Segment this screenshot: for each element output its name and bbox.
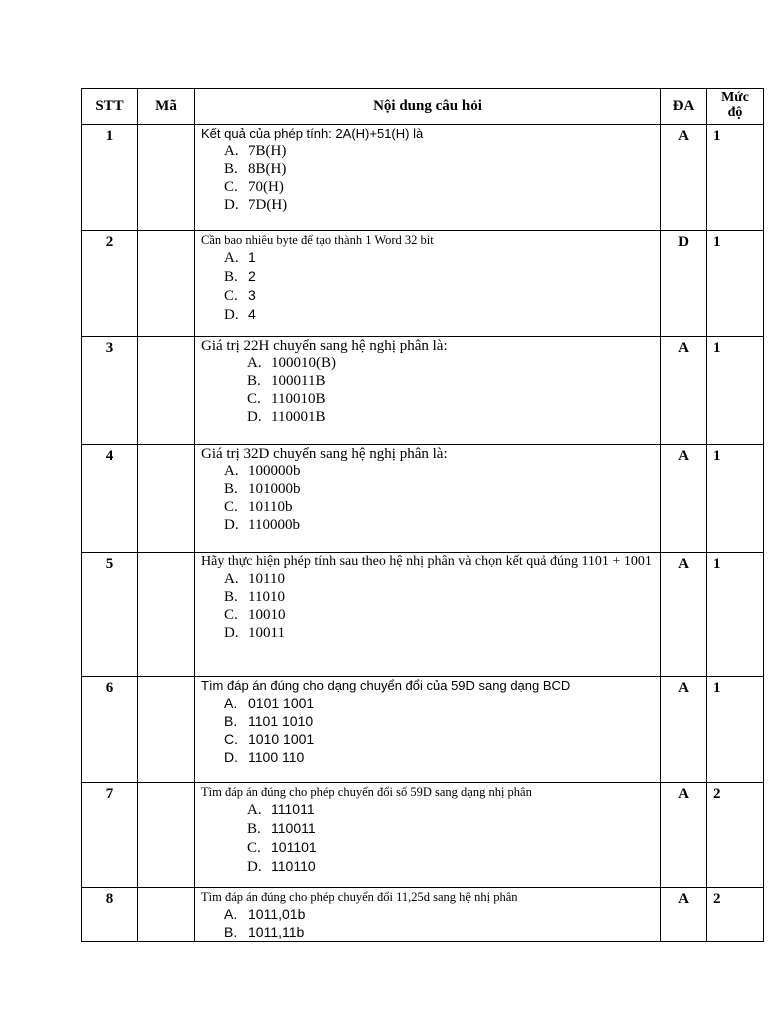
option-b: B. 110011 [247, 820, 316, 837]
option-a: A. 10110 [224, 571, 285, 587]
header-row [82, 89, 764, 125]
row-question [195, 553, 661, 677]
row-ma [138, 445, 195, 553]
option-d: D. 7D(H) [224, 197, 288, 213]
row-ma [138, 783, 195, 888]
option-c: C. 110010B [247, 391, 326, 407]
option-a: A. 1 [224, 249, 256, 266]
option-a: A. 1011,01b [224, 906, 306, 922]
option-c: C. 1010 1001 [224, 731, 315, 747]
table-row [82, 337, 764, 445]
row-question [195, 445, 661, 553]
row-level: 1 [707, 125, 764, 231]
option-d: D. 110000b [224, 517, 300, 533]
header-question: Nội dung câu hỏi [195, 89, 661, 125]
question-text: Kết quả của phép tính: 2A(H)+51(H) là [201, 126, 424, 141]
option-a: A. 0101 1001 [224, 695, 315, 711]
table-row [82, 888, 764, 942]
row-level: 1 [707, 677, 764, 783]
header-answer: ĐA [661, 89, 707, 125]
option-b: B. 100011B [247, 373, 326, 389]
option-list [201, 462, 656, 534]
row-answer: A [661, 888, 707, 942]
option-c: C. 10010 [224, 607, 286, 623]
option-list [201, 800, 656, 876]
row-answer: A [661, 125, 707, 231]
row-ma [138, 888, 195, 942]
row-level: 1 [707, 553, 764, 677]
option-b: B. 1101 1010 [224, 713, 314, 729]
row-level: 2 [707, 888, 764, 942]
table-row [82, 125, 764, 231]
option-d: D. 110001B [247, 409, 326, 425]
row-question [195, 231, 661, 337]
table-row [82, 231, 764, 337]
question-text: Giá trị 32D chuyển sang hệ nghị phân là: [201, 446, 448, 462]
option-list [201, 354, 656, 426]
row-stt: 2 [82, 231, 138, 337]
table-row [82, 553, 764, 677]
option-list [201, 570, 656, 642]
option-a: A. 111011 [247, 801, 315, 818]
row-stt: 6 [82, 677, 138, 783]
option-list [201, 142, 656, 214]
row-answer: A [661, 677, 707, 783]
row-answer: D [661, 231, 707, 337]
option-c: C. 101101 [247, 839, 317, 856]
row-ma [138, 125, 195, 231]
option-b: B. 8B(H) [224, 161, 287, 177]
row-stt: 4 [82, 445, 138, 553]
option-c: C. 3 [224, 287, 256, 304]
header-ma: Mã [138, 89, 195, 125]
option-a: A. 7B(H) [224, 143, 287, 159]
row-level: 1 [707, 337, 764, 445]
table-row [82, 677, 764, 783]
row-answer: A [661, 553, 707, 677]
row-level: 1 [707, 445, 764, 553]
table-row [82, 445, 764, 553]
row-question [195, 337, 661, 445]
option-a: A. 100000b [224, 463, 301, 479]
row-stt: 7 [82, 783, 138, 888]
row-stt: 3 [82, 337, 138, 445]
row-ma [138, 231, 195, 337]
row-answer: A [661, 783, 707, 888]
table-row [82, 783, 764, 888]
row-question [195, 783, 661, 888]
option-b: B. 2 [224, 268, 256, 285]
question-text: Tìm đáp án đúng cho dạng chuyển đổi của 59D sang dạng BCD [201, 678, 571, 693]
row-ma [138, 677, 195, 783]
row-ma [138, 337, 195, 445]
option-b: B. 101000b [224, 481, 301, 497]
row-level: 1 [707, 231, 764, 337]
row-stt: 8 [82, 888, 138, 942]
row-question [195, 888, 661, 942]
option-c: C. 70(H) [224, 179, 284, 195]
header-stt: STT [82, 89, 138, 125]
option-d: D. 4 [224, 306, 256, 323]
row-ma [138, 553, 195, 677]
option-c: C. 10110b [224, 499, 293, 515]
option-a: A. 100010(B) [247, 355, 336, 371]
option-b: B. 11010 [224, 589, 285, 605]
row-answer: A [661, 337, 707, 445]
row-question [195, 677, 661, 783]
option-list [201, 694, 656, 766]
header-level: Mức độ [707, 89, 764, 125]
option-list [201, 248, 656, 324]
row-level: 2 [707, 783, 764, 888]
question-text: Giá trị 22H chuyển sang hệ nghị phân là: [201, 338, 448, 354]
option-d: D. 110110 [247, 858, 316, 875]
option-d: D. 10011 [224, 625, 285, 641]
question-text: Cần bao nhiêu byte để tạo thành 1 Word 32 bit [201, 233, 434, 247]
option-b: B. 1011,11b [224, 924, 305, 940]
question-text: Tìm đáp án đúng cho phép chuyển đổi số 59D sang dạng nhị phân [201, 785, 532, 799]
option-d: D. 1100 110 [224, 749, 305, 765]
question-table [81, 88, 764, 942]
question-text: Hãy thực hiện phép tính sau theo hệ nhị phân và chọn kết quả đúng 1101 + 1001 [201, 554, 652, 569]
option-list [201, 905, 656, 941]
row-stt: 1 [82, 125, 138, 231]
row-answer: A [661, 445, 707, 553]
question-text: Tìm đáp án đúng cho phép chuyển đổi 11,25d sang hệ nhị phân [201, 890, 518, 904]
row-question [195, 125, 661, 231]
row-stt: 5 [82, 553, 138, 677]
